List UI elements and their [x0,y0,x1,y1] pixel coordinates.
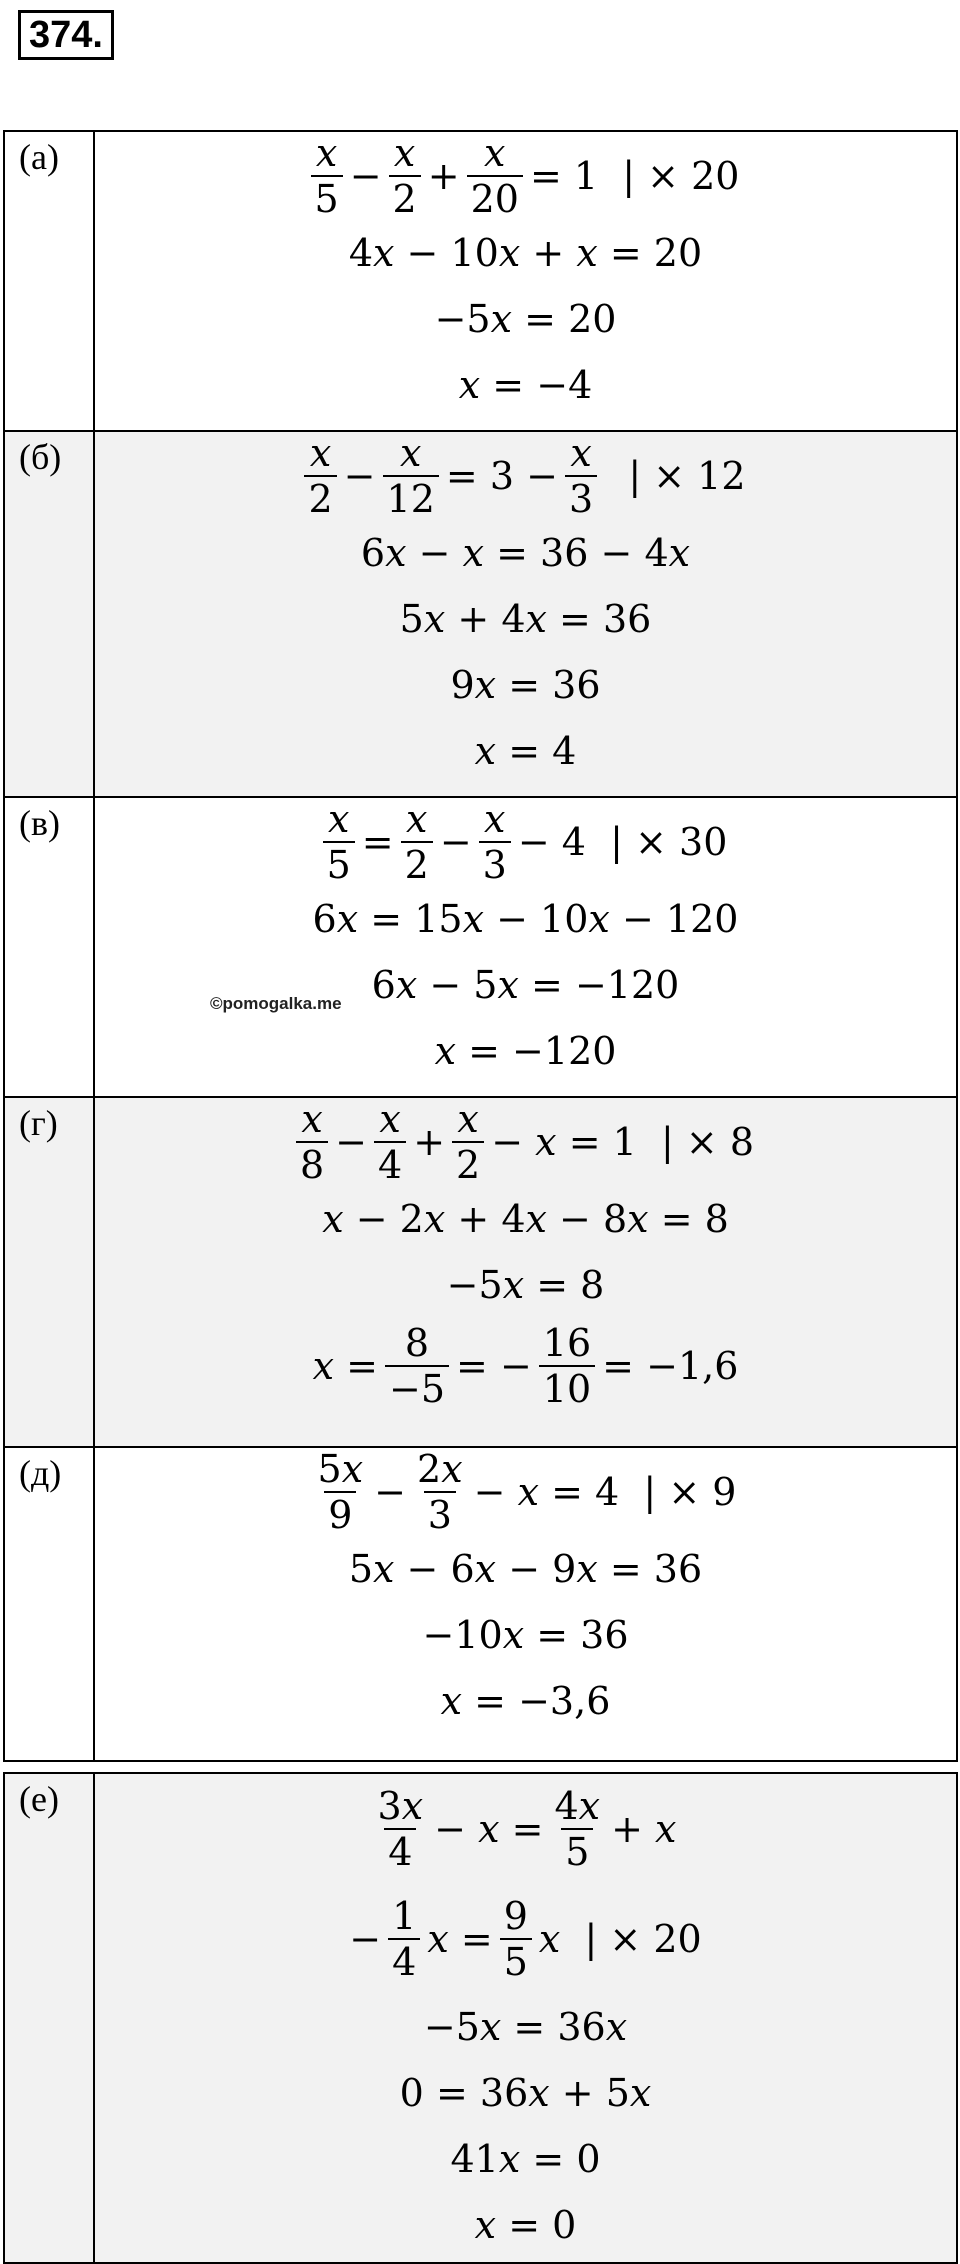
equation-line [95,1884,956,1994]
solution-row [4,1447,957,1761]
equation-line [95,1668,956,1734]
denominator: 10 [539,1365,595,1411]
math-text: x = 4 [474,729,577,773]
part-label: (г) [19,1103,58,1143]
fraction [383,431,439,521]
math-text: = [361,820,394,864]
math-cell [94,1447,957,1761]
math-text: −5x = 36x [423,2005,628,2049]
numerator: x [484,131,506,175]
fraction [401,797,433,887]
denominator: 4 [388,1938,420,1984]
fraction [479,797,511,887]
denominator: 2 [389,175,421,221]
numerator: 5x [317,1447,364,1491]
math-text: x = −4 [458,363,593,407]
equation-line [95,1602,956,1668]
math-text: 5x − 6x − 9x = 36 [348,1547,703,1591]
denominator: 5 [311,175,343,221]
math-text: − [343,454,376,498]
math-text: x = −120 [434,1029,617,1073]
denominator: 4 [384,1828,416,1874]
fraction [323,797,355,887]
fraction [374,1097,406,1187]
fraction [413,1447,467,1537]
equation-line [95,798,956,886]
numerator: 16 [542,1321,592,1365]
math-text: − [335,1120,367,1164]
equation-line [95,1318,956,1414]
math-text: = −1,6 [602,1344,739,1388]
solution-row [4,131,957,431]
fraction [389,131,421,221]
numerator: x [327,797,350,841]
numerator: x [406,797,428,841]
denominator: 5 [561,1828,593,1874]
solutions-table-continued [3,1772,958,2264]
math-cell [94,797,957,1097]
numerator: 3x [377,1784,424,1828]
equation-line [95,520,956,586]
equation-line [95,2060,956,2126]
fraction [452,1097,484,1187]
equation-line [95,432,956,520]
math-cell [94,431,957,797]
part-label-cell [4,797,94,1097]
equation-line [95,586,956,652]
solution-row [4,1097,957,1447]
denominator: 5 [323,841,355,887]
denominator: 8 [296,1141,328,1187]
fraction [500,1894,532,1984]
denominator: 3 [424,1491,456,1537]
math-text: x − 2x + 4x − 8x = 8 [322,1197,729,1241]
solution-row [4,1773,957,2263]
fraction [385,1321,449,1411]
numerator: x [393,131,416,175]
fraction [304,431,336,521]
math-cell [94,131,957,431]
math-text: = 1 | × 20 [529,154,740,198]
math-text: 6x = 15x − 10x − 120 [312,897,739,941]
math-text: − [349,1917,382,1961]
part-label-cell [4,431,94,797]
math-cell [94,1773,957,2263]
math-text: = 3 − [445,454,558,498]
math-text: −5x = 20 [434,297,617,341]
math-text: 6x − 5x = −120 [371,963,680,1007]
part-label-cell [4,1773,94,2263]
numerator: x [379,1097,401,1141]
denominator: −5 [385,1365,449,1411]
fraction [467,131,523,221]
math-text: 9x = 36 [450,663,601,707]
math-text: − x = 1 | × 8 [491,1120,755,1164]
fraction [296,1097,328,1187]
denominator: 3 [479,841,511,887]
equation-line [95,220,956,286]
math-text: − x = 4 | × 9 [473,1470,737,1514]
math-text: x = 0 [474,2203,577,2247]
part-label-cell [4,131,94,431]
math-text: − [374,1470,407,1514]
math-text: − [349,154,382,198]
denominator: 3 [565,475,597,521]
equation-line [95,652,956,718]
equation-line [95,886,956,952]
equation-line [95,1018,956,1084]
equation-line [95,2192,956,2258]
fraction [388,1894,420,1984]
denominator: 9 [324,1491,356,1537]
numerator: x [399,431,422,475]
numerator: 2x [417,1447,463,1491]
equation-line [95,1186,956,1252]
problem-number: 374. [18,10,114,60]
numerator: 4x [554,1784,601,1828]
fraction [374,1784,428,1874]
denominator: 2 [304,475,336,521]
math-text: x | × 20 [538,1917,702,1961]
watermark: ©pomogalka.me [210,994,342,1013]
math-text: 41x = 0 [450,2137,601,2181]
math-text: | × 12 [628,454,746,498]
numerator: 8 [404,1321,430,1365]
math-text: −10x = 36 [422,1613,629,1657]
numerator: x [309,431,332,475]
numerator: x [301,1097,323,1141]
part-label: (в) [19,803,60,843]
math-text: x = [427,1917,493,1961]
math-text: + x [611,1807,677,1851]
solution-row [4,431,957,797]
math-text: = − [456,1344,532,1388]
part-label-cell [4,1097,94,1447]
denominator: 5 [500,1938,532,1984]
fraction [565,431,597,521]
equation-line [95,2126,956,2192]
denominator: 2 [452,1141,484,1187]
equation-line [95,1098,956,1186]
numerator: x [484,797,506,841]
part-label: (е) [19,1779,59,1819]
part-label: (д) [19,1453,62,1493]
equation-line [95,286,956,352]
solution-row [4,797,957,1097]
denominator: 12 [383,475,439,521]
numerator: 1 [392,1894,417,1938]
equation-line [95,1774,956,1884]
fraction [314,1447,368,1537]
equation-line [95,1252,956,1318]
equation-line [95,1448,956,1536]
math-text: 5x + 4x = 36 [399,597,652,641]
math-cell [94,1097,957,1447]
denominator: 4 [374,1141,406,1187]
numerator: x [457,1097,479,1141]
fraction [550,1784,604,1874]
equation-line [95,132,956,220]
math-text: 0 = 36x + 5x [399,2071,652,2115]
part-label-cell [4,1447,94,1761]
math-text: x = −3,6 [440,1679,611,1723]
numerator: x [315,131,338,175]
equation-line [95,1994,956,2060]
math-text: 4x − 10x + x = 20 [348,231,703,275]
math-text: − [439,820,472,864]
solutions-table [3,130,958,1762]
equation-line [95,718,956,784]
equation-line [95,352,956,418]
denominator: 2 [401,841,433,887]
math-text: − 4 | × 30 [517,820,728,864]
part-label: (а) [19,137,59,177]
denominator: 20 [467,175,523,221]
math-text: + [427,154,460,198]
math-text: + [413,1120,446,1164]
fraction [311,131,343,221]
math-text: − x = [434,1807,544,1851]
math-text: 6x − x = 36 − 4x [360,531,691,575]
part-label: (б) [19,437,62,477]
numerator: 9 [503,1894,528,1938]
numerator: x [570,431,592,475]
equation-line [95,1536,956,1602]
math-text: −5x = 8 [446,1263,605,1307]
math-text: x = [312,1344,378,1388]
fraction [539,1321,595,1411]
